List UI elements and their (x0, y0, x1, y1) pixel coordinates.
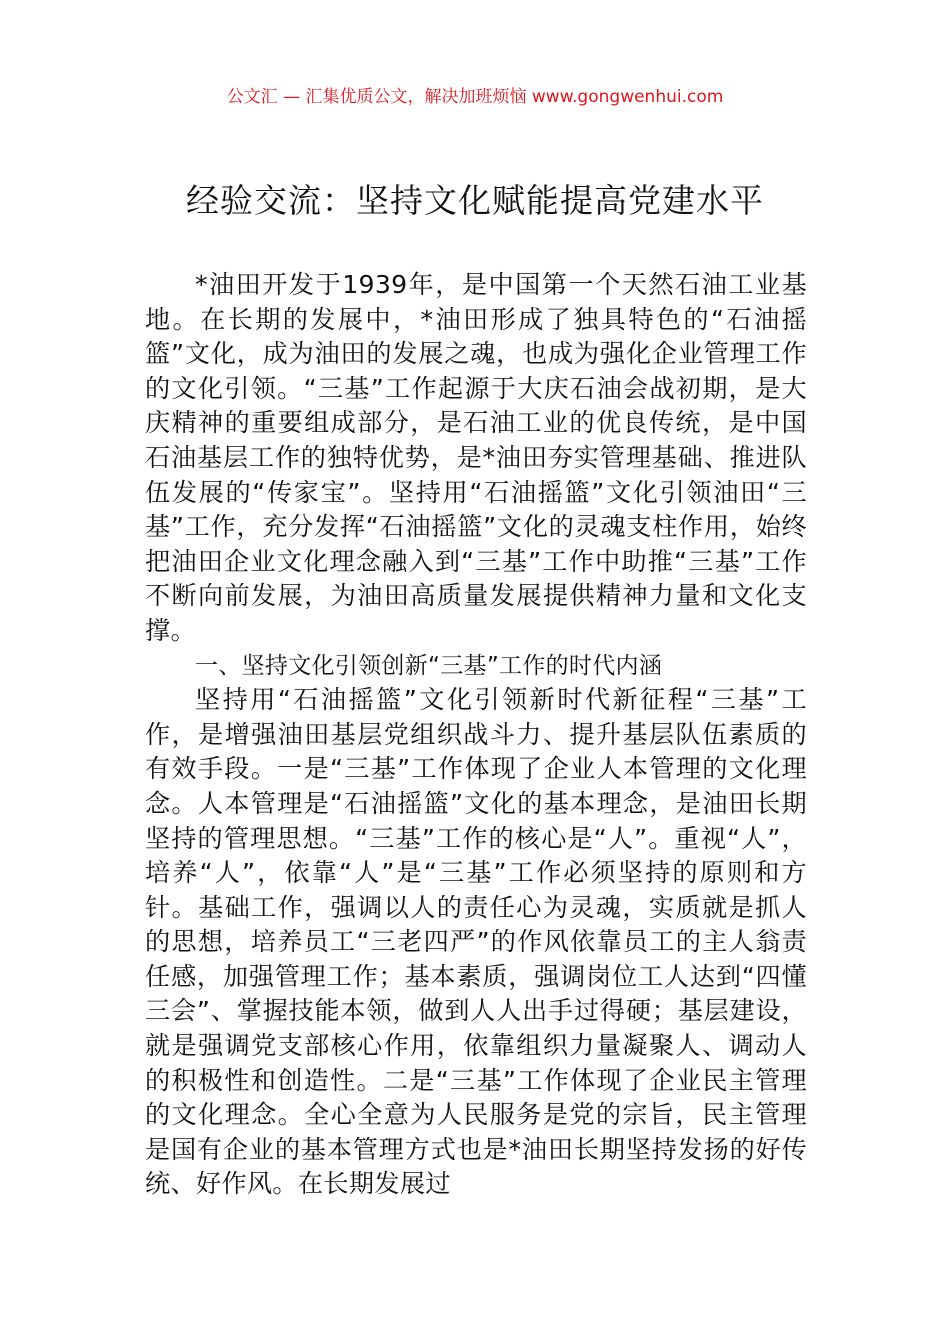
section-paragraph: 坚持用“石油摇篮”文化引领新时代新征程“三基”工作，是增强油田基层党组织战斗力、提升基层队伍素质的有效手段。一是“三基”工作体现了企业人本管理的文化理念。人本管理是“石油摇篮”文化的基本理念，是油田长期坚持的管理思想。“三基”工作的核心是“人”。重视“人”，培养“人”，依靠“人”是“三基”工作必须坚持的原则和方针。基础工作，强调以人的责任心为灵魂，实质就是抓人的思想，培养员工“三老四严”的作风依靠员工的主人翁责任感，加强管理工作；基本素质，强调岗位工人达到“四懂三会”、掌握技能本领，做到人人出手过得硬；基层建设，就是强调党支部核心作用，依靠组织力量凝聚人、调动人的积极性和创造性。二是“三基”工作体现了企业民主管理的文化理念。全心全意为人民服务是党的宗旨，民主管理是国有企业的基本管理方式也是*油田长期坚持发扬的好传统、好作风。在长期发展过 (145, 685, 807, 1199)
intro-paragraph: *油田开发于1939年，是中国第一个天然石油工业基地。在长期的发展中，*油田形成了独具特色的“石油摇篮”文化，成为油田的发展之魂，也成为强化企业管理工作的文化引领。“三基”工作起源于大庆石油会战初期，是大庆精神的重要组成部分，是石油工业的优良传统，是中国石油基层工作的独特优势，是*油田夯实管理基础、推进队伍发展的“传家宝”。坚持用“石油摇篮”文化引领油田“三基”工作，充分发挥“石油摇篮”文化的灵魂支柱作用，始终把油田企业文化理念融入到“三基”工作中助推“三基”工作不断向前发展，为油田高质量发展提供精神力量和文化支撑。 (145, 270, 807, 645)
document-title: 经验交流：坚持文化赋能提高党建水平 (186, 181, 764, 220)
watermark-banner (0, 86, 950, 108)
section-heading: 一、坚持文化引领创新“三基”工作的时代内涵 (195, 652, 663, 679)
document-body (145, 268, 807, 1202)
banner-text: 公文汇 — 汇集优质公文，解决加班烦恼 www.gongwenhui.com (226, 87, 724, 107)
